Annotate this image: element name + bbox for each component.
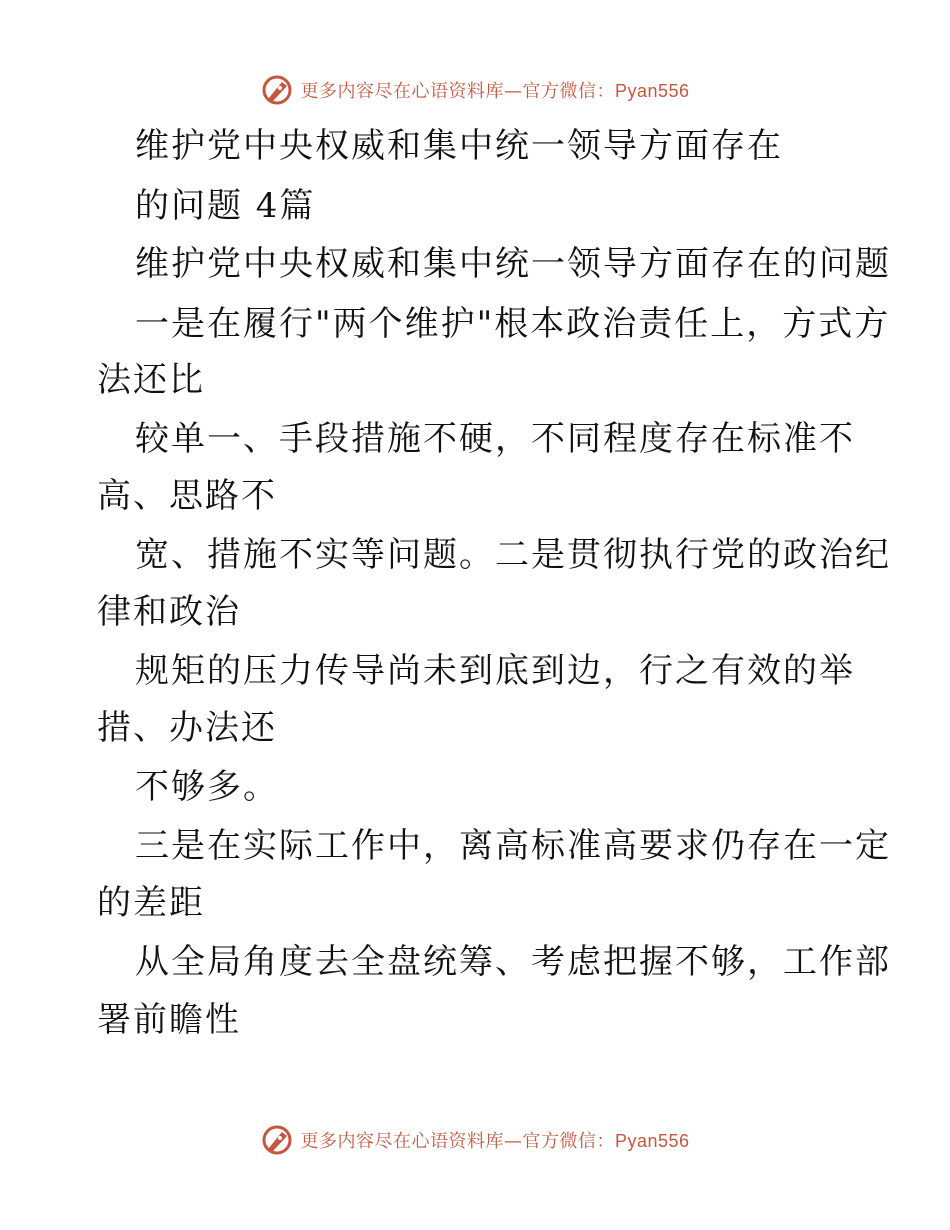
document-subheading: 维护党中央权威和集中统一领导方面存在的问题: [135, 244, 891, 284]
text-line: 三是在实际工作中，离高标准高要求仍存在一定: [135, 826, 891, 866]
footer-watermark: [0, 1120, 950, 1160]
pen-nib-in-circle-icon: [260, 1123, 294, 1157]
text-line: 法还比: [97, 360, 205, 400]
watermark-account: Pyan556: [614, 81, 690, 101]
watermark-label: 更多内容尽在心语资料库—官方微信：: [300, 81, 615, 102]
text-line: 从全局角度去全盘统筹、考虑把握不够，工作部: [135, 942, 891, 982]
text-line: 措、办法还: [97, 708, 277, 748]
text-line: 不够多。: [135, 767, 279, 807]
watermark-label: 更多内容尽在心语资料库—官方微信：: [300, 1131, 615, 1152]
text-line: 较单一、手段措施不硬，不同程度存在标准不: [135, 419, 855, 459]
text-line: 高、思路不: [97, 476, 277, 516]
text-line: 规矩的压力传导尚未到底到边，行之有效的举: [135, 651, 855, 691]
header-watermark: [0, 70, 950, 110]
text-line: 宽、措施不实等问题。二是贯彻执行党的政治纪: [135, 535, 891, 575]
document-title-line-1: 维护党中央权威和集中统一领导方面存在: [135, 126, 783, 166]
watermark-text: [300, 1127, 689, 1153]
text-line: 一是在履行"两个维护"根本政治责任上，方式方: [135, 304, 891, 344]
watermark-account: Pyan556: [614, 1131, 690, 1151]
text-line: 律和政治: [97, 592, 241, 632]
text-line: 署前瞻性: [97, 1000, 241, 1040]
watermark-text: [300, 77, 689, 103]
pen-nib-in-circle-icon: [260, 73, 294, 107]
document-title-line-2: 的问题 4篇: [135, 186, 316, 226]
text-line: 的差距: [97, 883, 205, 923]
